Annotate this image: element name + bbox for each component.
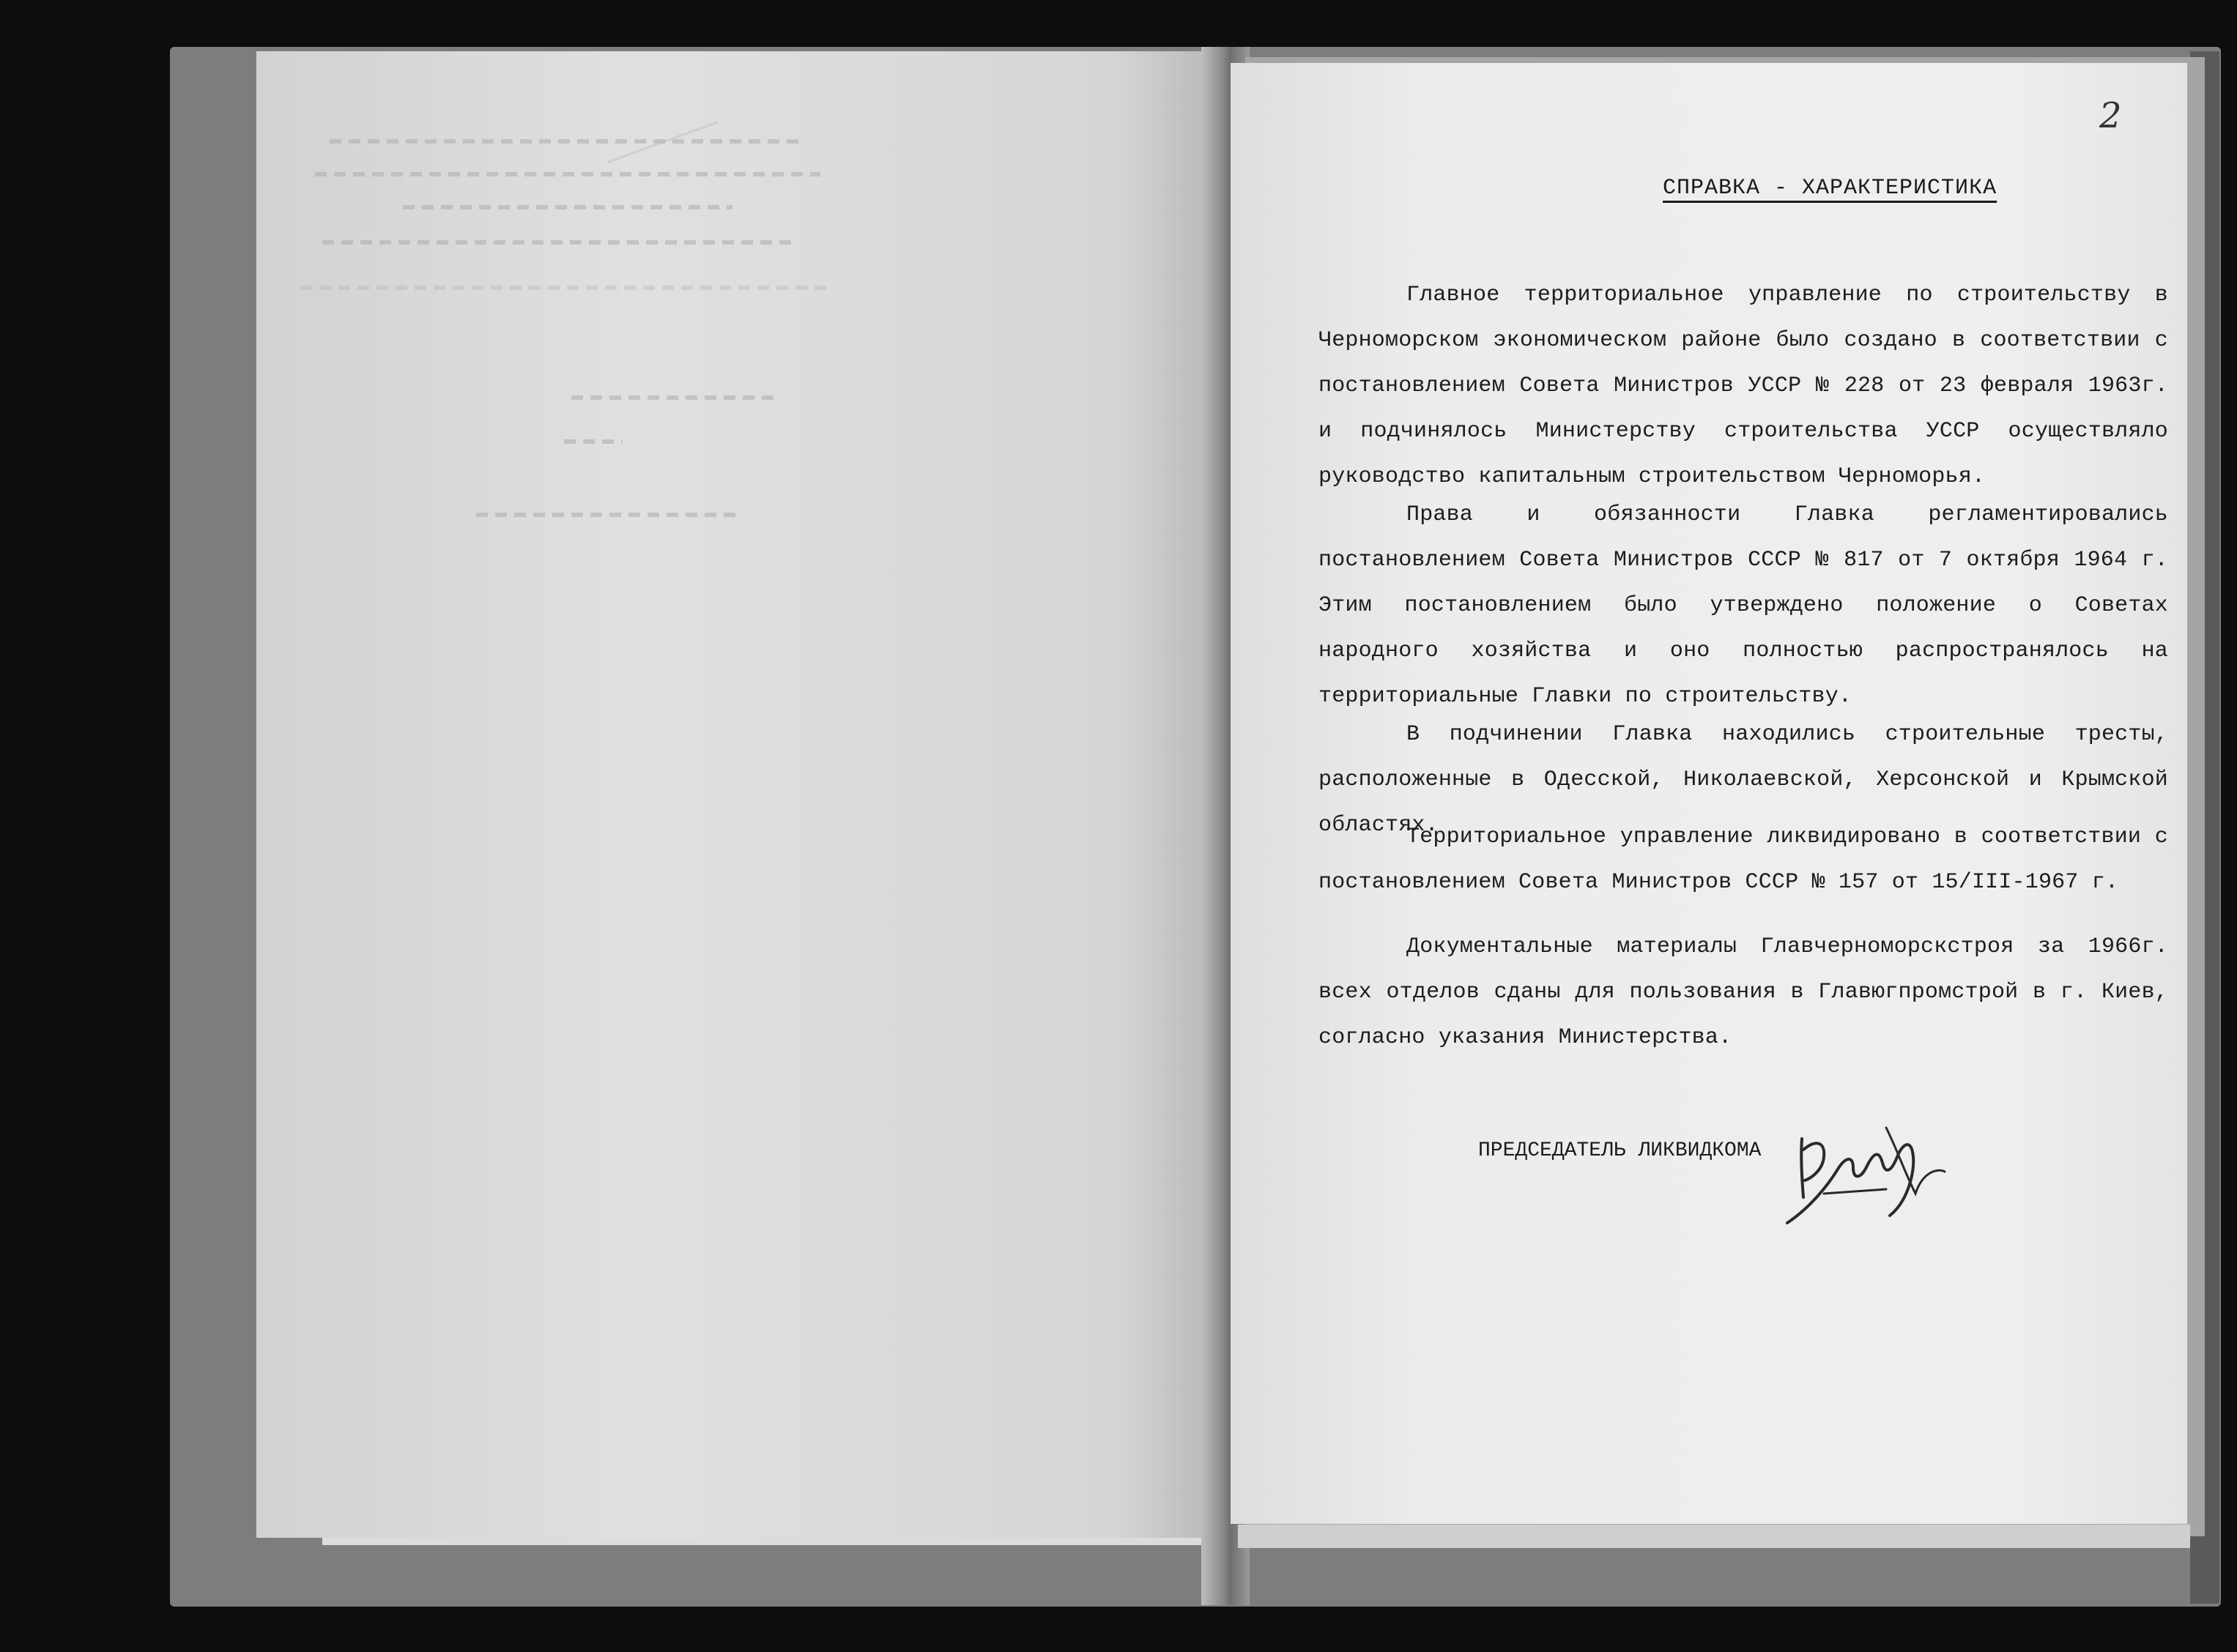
bleed-through-line — [476, 513, 740, 517]
document-title: СПРАВКА - ХАРАКТЕРИСТИКА — [1663, 176, 1997, 201]
paragraph-liquidation: Территориальное управление ликвидировано в соответствии с постановлением Совета Министров СССР № 157 от 15/III-1967 г. — [1318, 825, 2168, 895]
bleed-through-line — [322, 240, 791, 245]
bleed-through-line — [315, 172, 820, 176]
bleed-through-line — [564, 439, 623, 444]
bleed-through-line — [571, 395, 776, 400]
right-page-stack-bottom — [1238, 1525, 2190, 1548]
signer-label: ПРЕДСЕДАТЕЛЬ ЛИКВИДКОМА — [1478, 1139, 1762, 1162]
paragraph-trusts: В подчинении Главка находились строительные тресты, расположенные в Одесской, Николаевской, Херсонской и Крымской областях. — [1318, 722, 2168, 838]
paragraph-rights: Права и обязанности Главка регламентировались постановлением Совета Министров СССР № 817 от 7 октября 1964 г. Этим постановлением было утверждено положение о Советах народного хозяйства и оно полностью распространялось на территориальные Главки по строительству. — [1318, 502, 2168, 709]
folio-number: 2 — [2099, 95, 2122, 136]
paragraph-founding: Главное территориальное управление по строительству в Черноморском экономическом районе было создано в соответствии с постановлением Совета Министров УССР № 228 от 23 февраля 1963г. и подчинялось Министерству строительства УССР осуществляло руководство капитальным строительством Черноморья. — [1318, 283, 2168, 489]
bleed-through-line — [330, 139, 806, 144]
bleed-through-line — [403, 205, 732, 209]
paragraph-materials: Документальные материалы Главчерноморскстроя за 1966г. всех отделов сданы для пользования в Главюгпромстрой в г. Киев, согласно указания Министерства. — [1318, 934, 2168, 1050]
handwritten-signature — [1758, 1098, 1948, 1252]
bleed-through-line — [300, 286, 828, 290]
left-page — [256, 51, 1205, 1538]
